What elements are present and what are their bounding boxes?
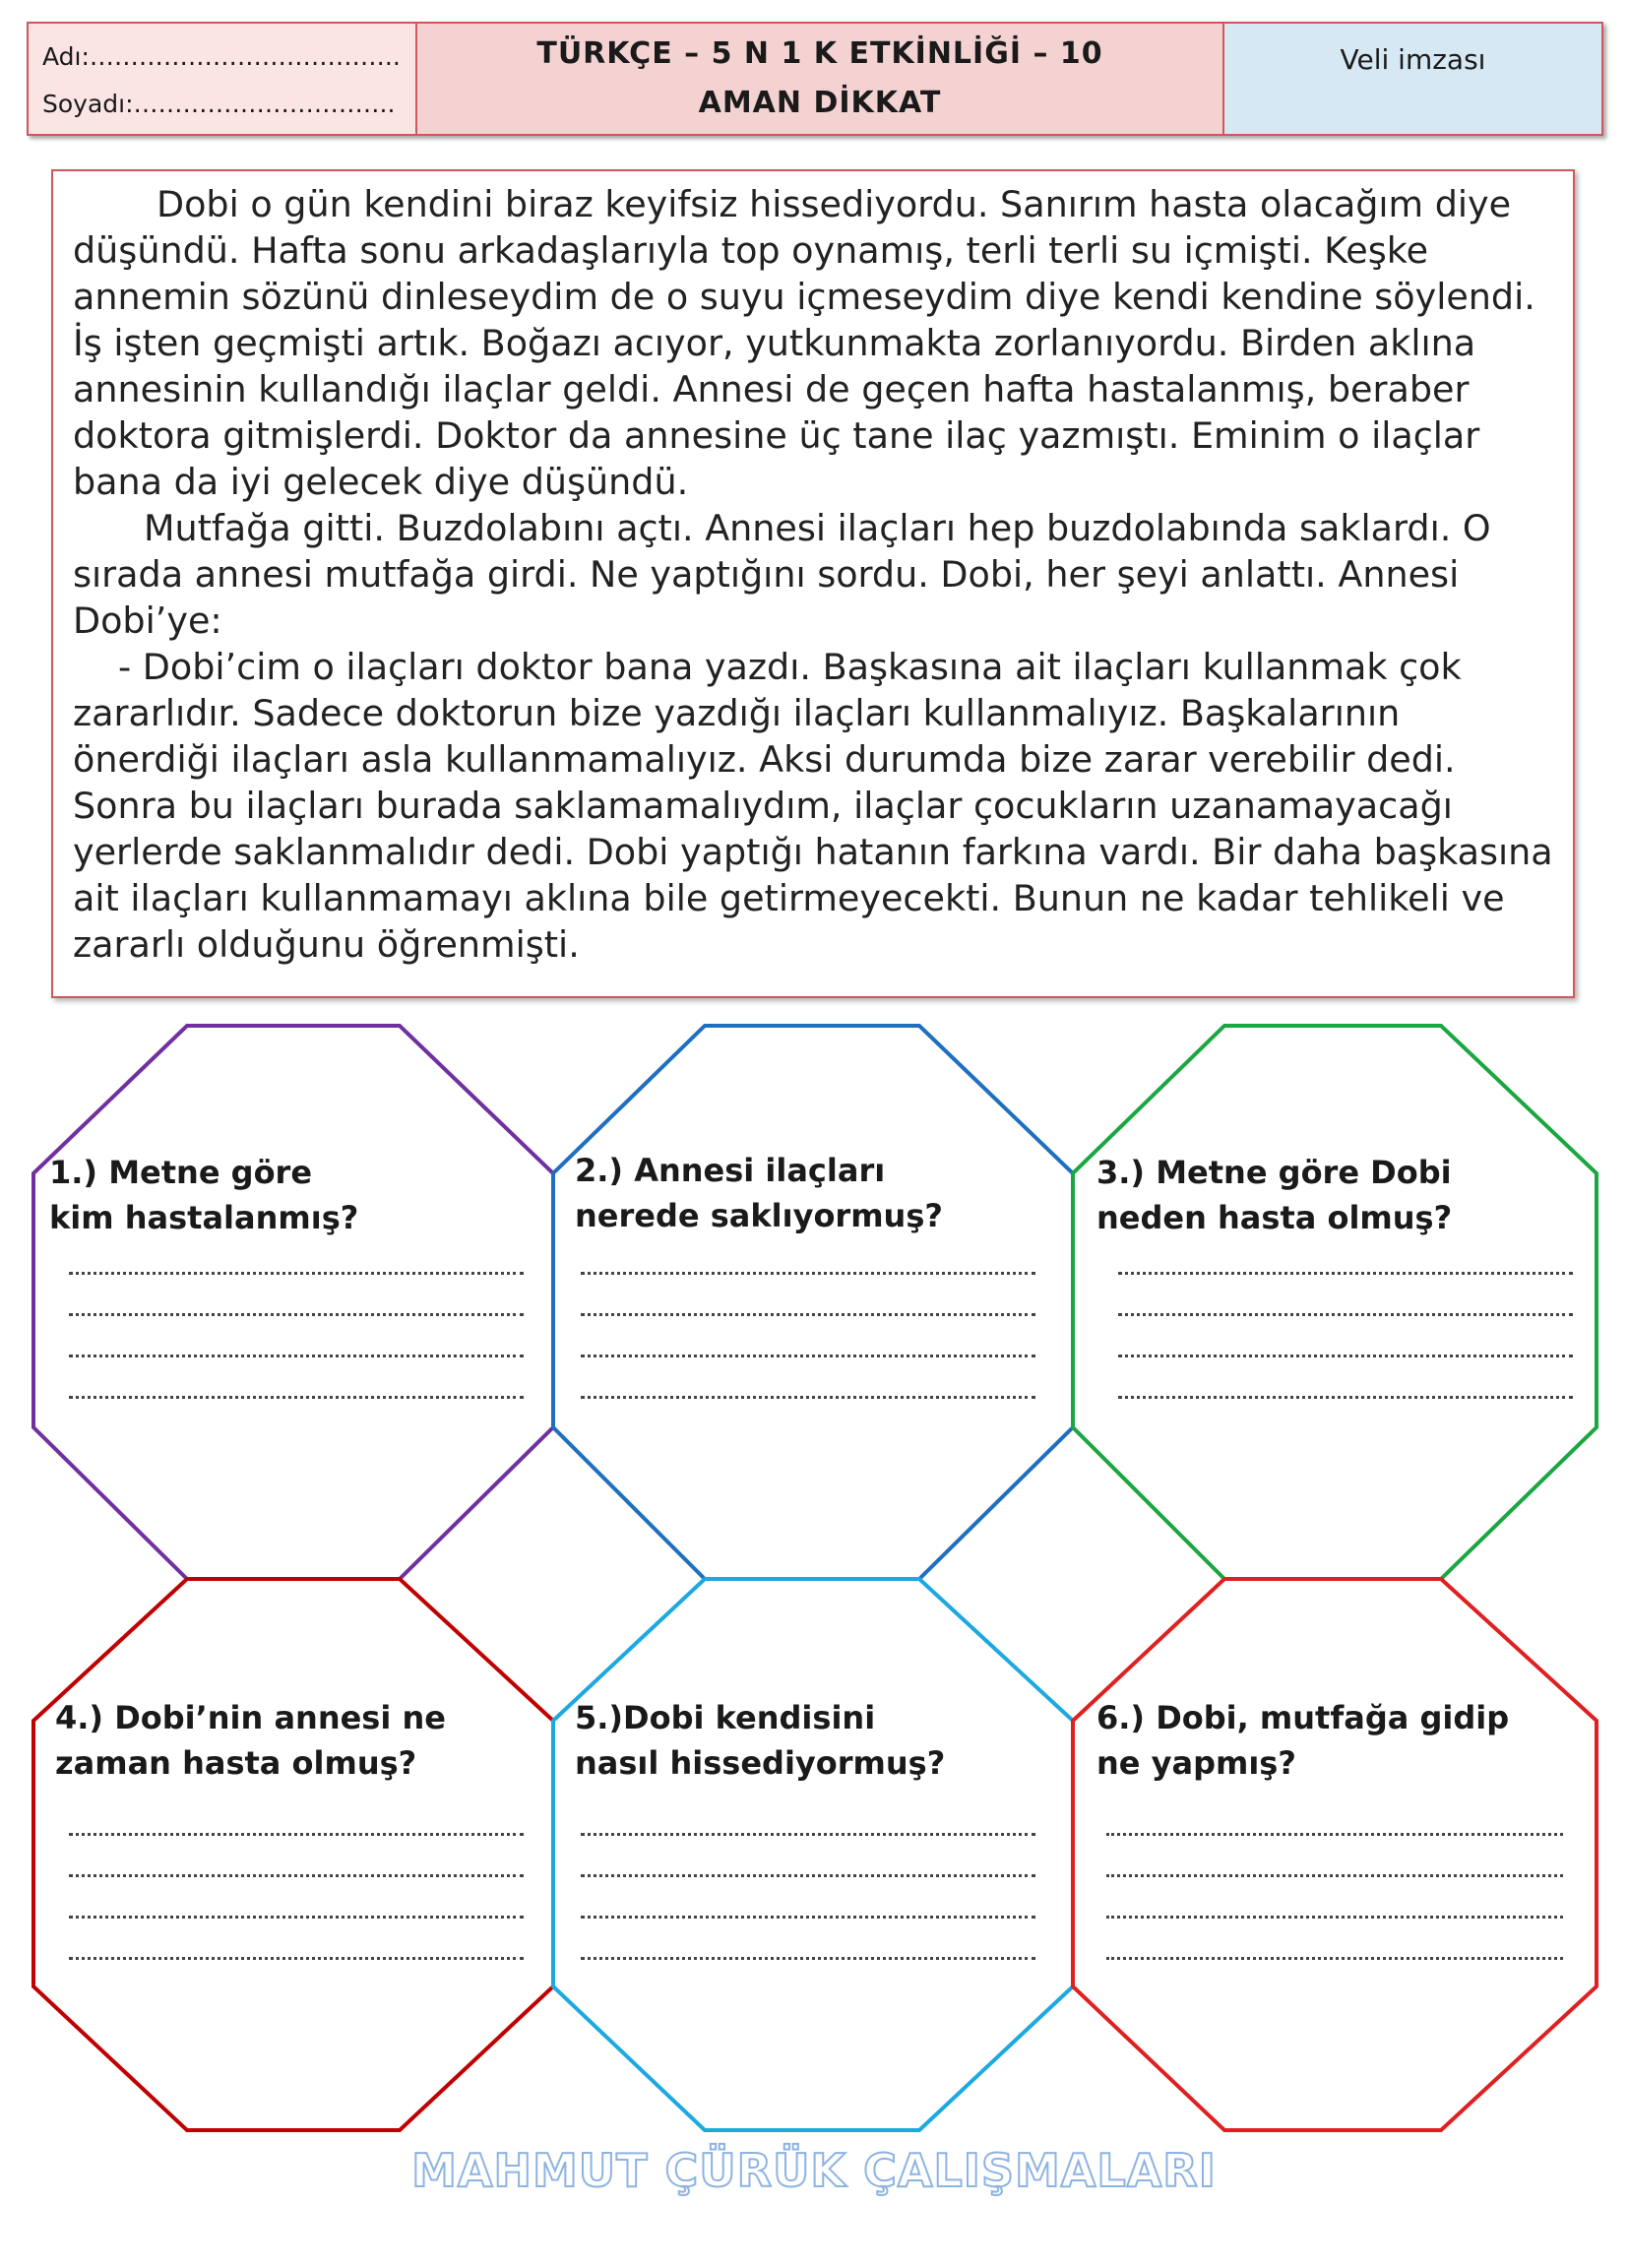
answer-line[interactable] [581, 1874, 1035, 1877]
answer-line[interactable] [1106, 1957, 1563, 1960]
answer-line[interactable] [1106, 1916, 1563, 1919]
question-3: 3.) Metne göre Dobi neden hasta olmuş? [1096, 1154, 1453, 1236]
answer-line[interactable] [1106, 1874, 1563, 1877]
answer-line[interactable] [1118, 1313, 1573, 1316]
story-paragraph-3: - Dobi’cim o ilaçları doktor bana yazdı. Başkasına ait ilaçları kullanmak çok zararlıdır. Sadece doktorun bize yazdığı ilaçları kullanmalıyız. Başkalarının önerdiği ilaçları asla kullanmamalıyız. Aksi durumda bize zarar verebilir dedi. Sonra bu ilaçları burada saklamamalıydım, ilaçlar çocukların uzanamayacağı yerlerde saklanmalıdır dedi. Dobi yaptığı hatanın farkına vardı. Bir daha başkasına ait ilaçları kullanmamayı aklına bile getirmeyecekti. Bunun ne kadar tehlikeli ve zararlı olduğunu öğrenmişti. [73, 646, 1553, 966]
story-paragraph-1: Dobi o gün kendini biraz keyifsiz hissediyordu. Sanırım hasta olacağım diye düşündü. Hafta sonu arkadaşlarıyla top oynamış, terli terli su içmişti. Keşke annemin sözünü dinleseydim de o suyu içmeseydim diye kendi kendine söylendi. İş işten geçmişti artık. Boğazı acıyor, yutkunmakta zorlanıyordu. Birden aklına annesinin kullandığı ilaçlar geldi. Annesi de geçen hafta hastalanmış, beraber doktora gitmişlerdi. Doktor da annesine üç tane ilaç yazmıştı. Eminim o ilaçlar bana da iyi gelecek diye düşündü. [73, 183, 1535, 503]
answer-line[interactable] [581, 1396, 1035, 1399]
answer-line[interactable] [69, 1396, 524, 1399]
surname-field[interactable]: Soyadı:………………………….. [42, 90, 396, 118]
answer-line[interactable] [69, 1272, 524, 1275]
answer-lines-1[interactable] [69, 1272, 524, 1437]
worksheet-title: TÜRKÇE – 5 N 1 K ETKİNLİĞİ – 10 [536, 36, 1103, 71]
question-1: 1.) Metne göre kim hastalanmış? [49, 1154, 359, 1236]
answer-line[interactable] [581, 1313, 1035, 1316]
answer-line[interactable] [69, 1833, 524, 1836]
question-5: 5.)Dobi kendisini nasıl hissediyormuş? [575, 1699, 946, 1782]
question-6: 6.) Dobi, mutfağa gidip ne yapmış? [1096, 1699, 1510, 1782]
answer-line[interactable] [69, 1957, 524, 1960]
answer-line[interactable] [581, 1272, 1035, 1275]
answer-lines-4[interactable] [69, 1833, 524, 1998]
answer-line[interactable] [69, 1916, 524, 1919]
answer-lines-6[interactable] [1106, 1833, 1563, 1998]
answer-line[interactable] [581, 1957, 1035, 1960]
answer-line[interactable] [1106, 1833, 1563, 1836]
name-field[interactable]: Adı:……………………………….. [42, 42, 401, 71]
answer-lines-5[interactable] [581, 1833, 1035, 1998]
answer-lines-3[interactable] [1118, 1272, 1573, 1437]
question-4: 4.) Dobi’nin annesi ne zaman hasta olmuş? [55, 1699, 446, 1782]
question-2: 2.) Annesi ilaçları nerede saklıyormuş? [575, 1152, 943, 1234]
answer-line[interactable] [1118, 1396, 1573, 1399]
answer-line[interactable] [69, 1354, 524, 1357]
answer-line[interactable] [69, 1874, 524, 1877]
answer-lines-2[interactable] [581, 1272, 1035, 1437]
answer-line[interactable] [581, 1916, 1035, 1919]
story-paragraph-2: Mutfağa gitti. Buzdolabını açtı. Annesi ilaçları hep buzdolabında saklardı. O sırada annesi mutfağa girdi. Ne yaptığını sordu. Dobi, her şeyi anlattı. Annesi Dobi’ye: [73, 507, 1491, 642]
parent-signature-label: Veli imzası [1340, 43, 1486, 76]
answer-line[interactable] [69, 1313, 524, 1316]
answer-line[interactable] [581, 1354, 1035, 1357]
answer-line[interactable] [1118, 1354, 1573, 1357]
author-footer: MAHMUT ÇÜRÜK ÇALIŞMALARI [411, 2144, 1217, 2197]
answer-line[interactable] [1118, 1272, 1573, 1275]
worksheet-subtitle: AMAN DİKKAT [698, 86, 942, 120]
answer-line[interactable] [581, 1833, 1035, 1836]
